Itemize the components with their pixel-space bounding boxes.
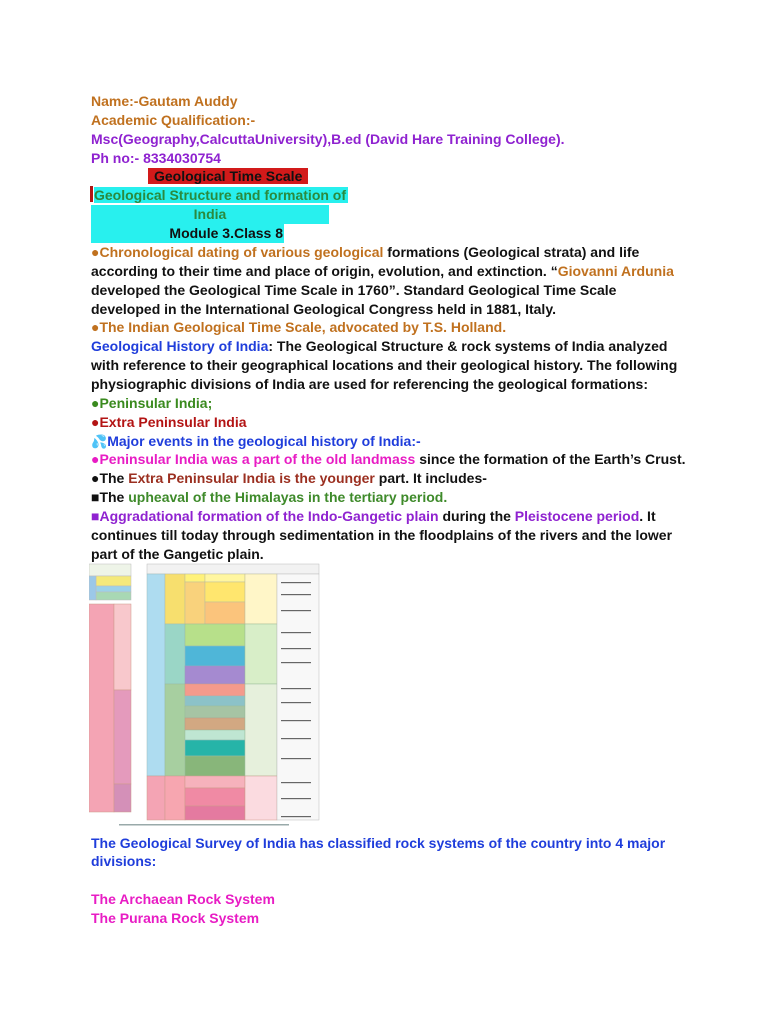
red-bar-marker <box>90 186 93 202</box>
survey-line1: The Geological Survey of India has classified rock systems of the country into 4 major <box>91 835 666 851</box>
para1-line4: developed in the International Geological Congress held in 1881, Italy. <box>91 301 556 317</box>
time-scale-title: Geological Time Scale <box>148 167 308 186</box>
para1-line1: ●Chronological dating of various geological formations (Geological strata) and life <box>91 244 640 260</box>
holland-time-scale: ●The Indian Geological Time Scale, advocated by T.S. Holland. <box>91 319 507 335</box>
qualification-degrees: Msc(Geography,CalcuttaUniversity),B.ed (David Hare Training College). <box>91 131 565 147</box>
author-name: Name:-Gautam Auddy <box>91 93 238 109</box>
event-1: ●Peninsular India was a part of the old landmass since the formation of the Earth’s Crust. <box>91 451 686 467</box>
division-peninsular: ●Peninsular India; <box>91 395 213 411</box>
division-extra-peninsular: ●Extra Peninsular India <box>91 414 247 430</box>
event-4: ■Aggradational formation of the Indo-Gangetic plain during the Pleistocene period. It <box>91 508 656 524</box>
phone-number: Ph no:- 8334030754 <box>91 150 221 166</box>
para1-line2: according to their time and place of origin, evolution, and extinction. “Giovanni Ardunia <box>91 263 674 279</box>
history-line3: physiographic divisions of India are used for referencing the geological formations: <box>91 376 648 392</box>
qualification-label: Academic Qualification:- <box>91 112 256 128</box>
structure-title-line2: India <box>91 205 329 224</box>
survey-line2: divisions: <box>91 853 157 869</box>
history-line1: Geological History of India: The Geological Structure & rock systems of India analyzed <box>91 338 668 354</box>
module-title: Module 3.Class 8 <box>91 224 284 243</box>
event-4-continued-2: part of the Gangetic plain. <box>91 546 264 562</box>
rock-system-purana: The Purana Rock System <box>91 910 260 926</box>
history-line2: with reference to their geographical locations and their geological history. The following <box>91 357 678 373</box>
water-drops-icon: 💦 <box>91 434 108 449</box>
rock-system-archaean: The Archaean Rock System <box>91 891 275 907</box>
event-3: ■The upheaval of the Himalayas in the tertiary period. <box>91 489 448 505</box>
event-4-continued: continues till today through sedimentation in the floodplains of the rivers and the lower <box>91 527 673 543</box>
event-2: ●The Extra Peninsular India is the younger part. It includes- <box>91 470 487 486</box>
para1-line3: developed the Geological Time Scale in 1760”. Standard Geological Time Scale <box>91 282 617 298</box>
geological-time-scale-figure <box>89 562 321 830</box>
structure-title: Geological Structure and formation of <box>90 186 348 205</box>
events-heading: 💦Major events in the geological history of India:- <box>91 433 421 449</box>
